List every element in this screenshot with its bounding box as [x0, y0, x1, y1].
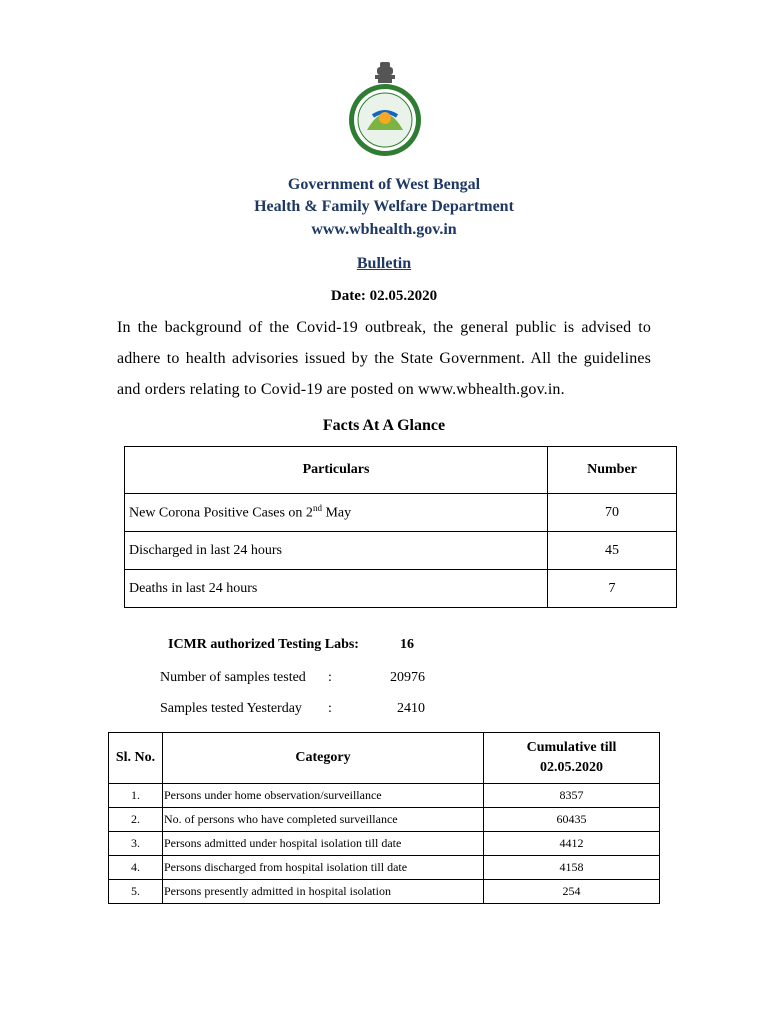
cell-category: Persons presently admitted in hospital isolation: [163, 880, 484, 904]
icmr-labs-value: 16: [400, 637, 414, 652]
header-cumulative: Cumulative till 02.05.2020: [484, 733, 660, 784]
cell-sl: 4.: [109, 856, 163, 880]
table-row: [109, 880, 660, 904]
intro-paragraph: In the background of the Covid-19 outbreak, the general public is advised to adhere to health advisories issued by the State Government. All the guidelines and orders relating to Covid-19 are posted on www.wbhealth.gov.in.: [117, 319, 651, 398]
cell-category: Persons admitted under hospital isolation till date: [163, 832, 484, 856]
cell-sl: 5.: [109, 880, 163, 904]
bulletin-title: Bulletin: [356, 255, 412, 272]
samples-yesterday-label: Samples tested Yesterday: [160, 701, 302, 716]
header-website: www.wbhealth.gov.in: [311, 221, 457, 238]
cell-category: Persons discharged from hospital isolation till date: [163, 856, 484, 880]
cell-value: 7: [548, 570, 677, 608]
header-department: Health & Family Welfare Department: [254, 198, 514, 215]
cell-value: 254: [484, 880, 660, 904]
cell-label: Discharged in last 24 hours: [125, 532, 548, 570]
cell-category: No. of persons who have completed surveillance: [163, 808, 484, 832]
cell-value: 4158: [484, 856, 660, 880]
icmr-labs-label: ICMR authorized Testing Labs:: [168, 637, 359, 652]
cell-value: 45: [548, 532, 677, 570]
table-header-row: [109, 733, 660, 784]
facts-table: [124, 446, 677, 608]
cell-value: 8357: [484, 784, 660, 808]
table-row: [109, 856, 660, 880]
header-particulars: Particulars: [125, 447, 548, 494]
samples-yesterday-value: 2410: [397, 701, 425, 716]
table-header-row: [125, 447, 677, 494]
header-number: Number: [548, 447, 677, 494]
table-row: [125, 570, 677, 608]
facts-title: Facts At A Glance: [322, 417, 446, 434]
cell-sl: 1.: [109, 784, 163, 808]
samples-tested-value: 20976: [390, 670, 425, 685]
header-sl-no: Sl. No.: [109, 733, 163, 784]
cell-value: 4412: [484, 832, 660, 856]
table-row: [109, 808, 660, 832]
cell-value: 60435: [484, 808, 660, 832]
table-row: [109, 832, 660, 856]
cell-sl: 3.: [109, 832, 163, 856]
table-row: [125, 494, 677, 532]
cell-label: New Corona Positive Cases on 2nd May: [125, 494, 548, 532]
cell-category: Persons under home observation/surveillance: [163, 784, 484, 808]
samples-tested-label: Number of samples tested: [160, 670, 306, 685]
table-row: [109, 784, 660, 808]
cell-label: Deaths in last 24 hours: [125, 570, 548, 608]
samples-yesterday-colon: :: [328, 701, 332, 716]
samples-tested-colon: :: [328, 670, 332, 685]
cell-value: 70: [548, 494, 677, 532]
header-category: Category: [163, 733, 484, 784]
table-row: [125, 532, 677, 570]
header-government: Government of West Bengal: [287, 176, 481, 193]
cell-sl: 2.: [109, 808, 163, 832]
category-table: [108, 732, 660, 904]
state-emblem-logo: [345, 58, 425, 162]
bulletin-date: Date: 02.05.2020: [330, 288, 438, 304]
